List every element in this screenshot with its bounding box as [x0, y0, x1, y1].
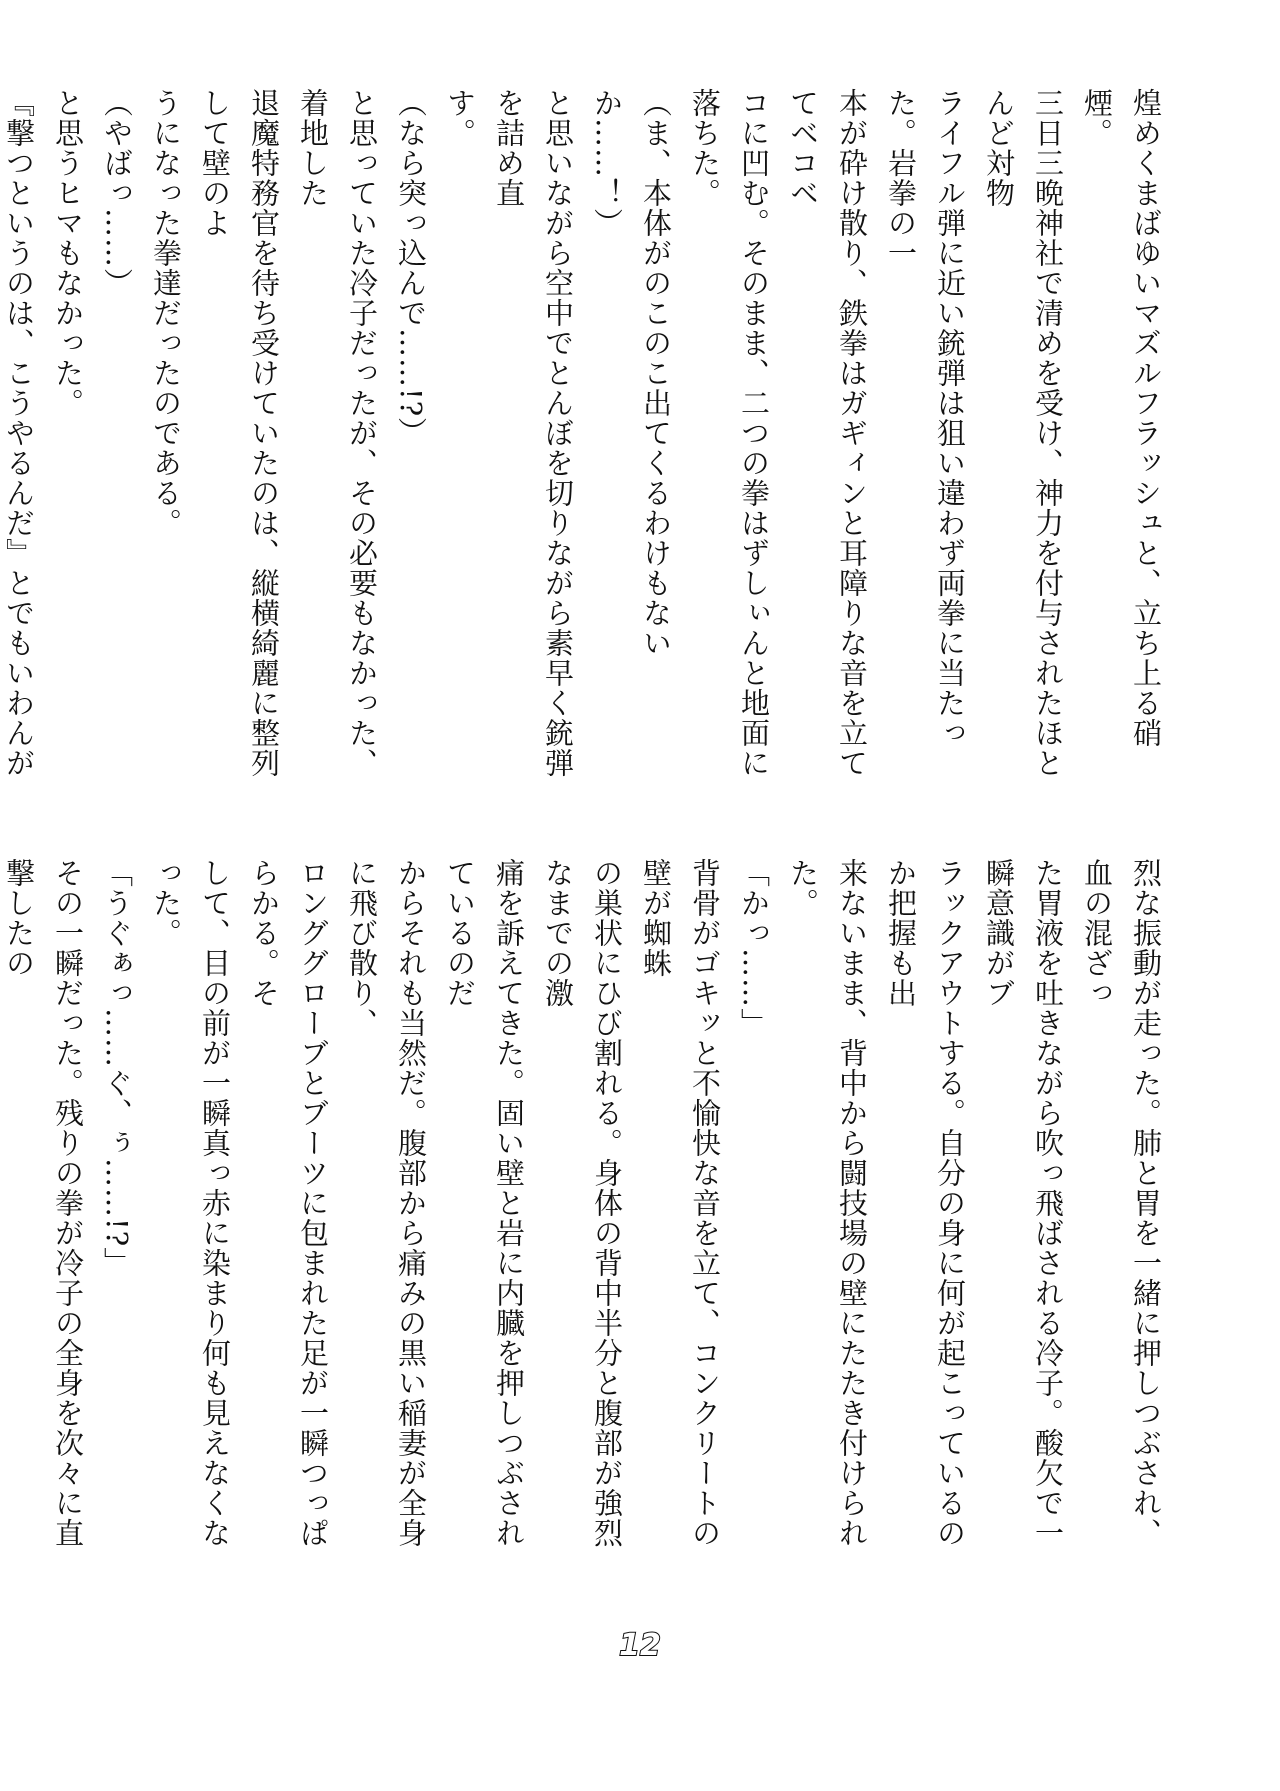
text-line: コに凹む。そのまま、二つの拳はずしぃんと地面に落ちた。	[688, 88, 771, 778]
text-line: 退魔特務官を待ち受けていたのは、縦横綺麗に整列して壁のよ	[198, 88, 281, 778]
text-line: 『撃つというのは、こうやるんだ』とでもいわんが	[2, 88, 36, 778]
text-line: その一瞬だった。残りの拳が冷子の全身を次々に直撃したの	[2, 858, 85, 1548]
text-block-upper	[2, 88, 1170, 788]
text-line: 煌めくまばゆいマズルフラッシュと、立ち上る硝煙。	[1080, 88, 1163, 748]
page-number	[0, 1628, 1280, 1663]
text-line: ライフル弾に近い銃弾は狙い違わず両拳に当たった。岩拳の一	[884, 88, 967, 748]
text-line: 本が砕け散り、鉄拳はガギィンと耳障りな音を立ててベコベ	[786, 88, 869, 778]
text-line: 背骨がゴキッと不愉快な音を立て、コンクリートの壁が蜘蛛	[639, 858, 722, 1548]
text-line: と思っていた冷子だったが、その必要もなかった、着地した	[296, 88, 379, 778]
text-block-lower	[2, 858, 1170, 1558]
text-line: （なら突っ込んで……!?）	[394, 88, 428, 448]
text-line: 烈な振動が走った。肺と胃を一緒に押しつぶされ、血の混ざっ	[1080, 858, 1163, 1548]
text-line: す。	[443, 88, 477, 148]
text-line: 「うぐぁっ……ぐ、ぅ……!?」	[100, 858, 134, 1278]
text-line: 来ないまま、背中から闘技場の壁にたたき付けられた。	[786, 858, 869, 1548]
page-number-label: 12	[619, 1628, 661, 1663]
text-line: の巣状にひび割れる。身体の背中半分と腹部が強烈なまでの激	[541, 858, 624, 1548]
text-line: ラックアウトする。自分の身に何が起こっているのか把握も出	[884, 858, 967, 1548]
text-line: して、目の前が一瞬真っ赤に染まり何も見えなくなった。	[149, 858, 232, 1548]
text-line: 痛を訴えてきた。固い壁と岩に内臓を押しつぶされているのだ	[443, 858, 526, 1548]
text-line: （やばっ……）	[100, 88, 134, 298]
text-line: 三日三晩神社で清めを受け、神力を付与されたほとんど対物	[982, 88, 1065, 778]
text-line: からそれも当然だ。腹部から痛みの黒い稲妻が全身に飛び散り、	[345, 858, 428, 1548]
text-line: ロンググローブとブーツに包まれた足が一瞬つっぱらかる。そ	[247, 858, 330, 1548]
text-line: （ま、本体がのこのこ出てくるわけもないか……！）	[590, 88, 673, 658]
text-line: た胃液を吐きながら吹っ飛ばされる冷子。酸欠で一瞬意識がブ	[982, 858, 1065, 1548]
text-line: 「かっ……」	[737, 858, 771, 1038]
text-line: と思いながら空中でとんぼを切りながら素早く銃弾を詰め直	[492, 88, 575, 778]
text-line: うになった拳達だったのである。	[149, 88, 183, 538]
text-line: と思うヒマもなかった。	[51, 88, 85, 418]
